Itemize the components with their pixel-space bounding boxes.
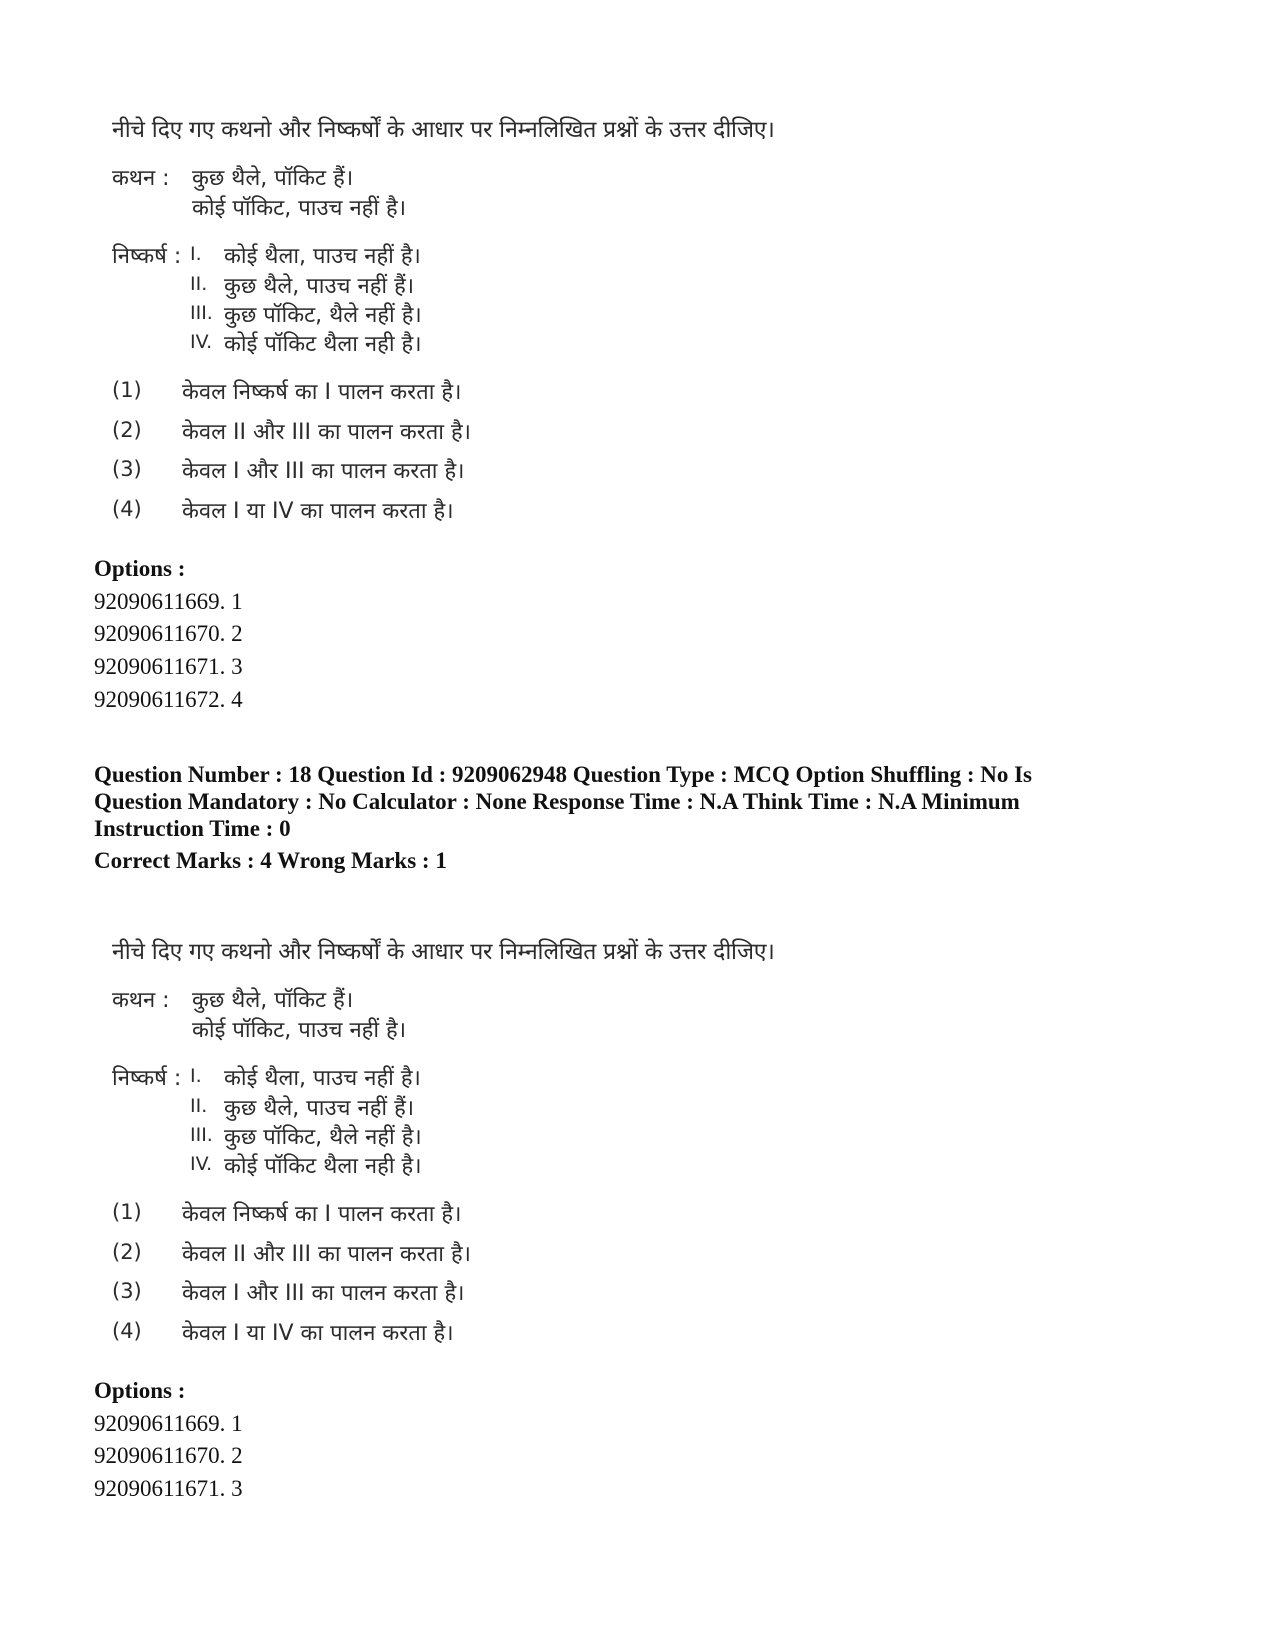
conclusion-text: कोई पॉकिट थैला नही है। xyxy=(224,332,422,357)
answer-number: (1) xyxy=(112,378,142,402)
conclusion-text: कोई थैला, पाउच नहीं है। xyxy=(224,244,421,269)
answer-text: केवल II और III का पालन करता है। xyxy=(182,420,472,445)
conclusion-number: IV. xyxy=(190,1153,213,1175)
option-item: 92090611670. 2 xyxy=(94,621,243,646)
answer-number: (4) xyxy=(112,497,142,521)
answer-number: (2) xyxy=(112,1240,142,1264)
question-marks: Correct Marks : 4 Wrong Marks : 1 xyxy=(94,848,447,873)
conclusion-text: कोई थैला, पाउच नहीं है। xyxy=(224,1066,421,1091)
conclusion-number: I. xyxy=(190,1065,202,1087)
statement-label: कथन : xyxy=(112,166,170,191)
conclusion-number: III. xyxy=(190,1124,213,1146)
answer-text: केवल I और III का पालन करता है। xyxy=(182,1281,465,1306)
conclusion-number: IV. xyxy=(190,331,213,353)
answer-text: केवल निष्कर्ष का I पालन करता है। xyxy=(182,1202,462,1227)
question-instruction: नीचे दिए गए कथनो और निष्कर्षों के आधार पर निम्नलिखित प्रश्नों के उत्तर दीजिए। xyxy=(112,117,775,143)
question-image-2 xyxy=(112,932,832,1352)
question-image-1 xyxy=(112,110,832,530)
statement-line: कोई पॉकिट, पाउच नहीं है। xyxy=(192,1018,407,1043)
answer-number: (1) xyxy=(112,1200,142,1224)
answer-number: (3) xyxy=(112,457,142,481)
conclusion-text: कुछ थैले, पाउच नहीं हैं। xyxy=(224,274,415,299)
option-item: 92090611671. 3 xyxy=(94,1476,243,1501)
conclusion-number: I. xyxy=(190,243,202,265)
conclusion-label: निष्कर्ष : xyxy=(112,1066,182,1091)
answer-text: केवल I और III का पालन करता है। xyxy=(182,459,465,484)
statement-label: कथन : xyxy=(112,988,170,1013)
option-item: 92090611669. 1 xyxy=(94,1411,243,1436)
answer-text: केवल I या IV का पालन करता है। xyxy=(182,1321,454,1346)
conclusion-text: कुछ पॉकिट, थैले नहीं है। xyxy=(224,1125,422,1150)
answer-number: (2) xyxy=(112,418,142,442)
conclusion-text: कुछ थैले, पाउच नहीं हैं। xyxy=(224,1096,415,1121)
options-heading: Options : xyxy=(94,1378,186,1403)
conclusion-text: कुछ पॉकिट, थैले नहीं है। xyxy=(224,303,422,328)
option-item: 92090611670. 2 xyxy=(94,1443,243,1468)
conclusion-label: निष्कर्ष : xyxy=(112,244,182,269)
answer-text: केवल I या IV का पालन करता है। xyxy=(182,499,454,524)
answer-number: (4) xyxy=(112,1319,142,1343)
statement-line: कोई पॉकिट, पाउच नहीं है। xyxy=(192,196,407,221)
statement-line: कुछ थैले, पॉकिट हैं। xyxy=(192,166,354,191)
conclusion-number: II. xyxy=(190,273,208,295)
statement-line: कुछ थैले, पॉकिट हैं। xyxy=(192,988,354,1013)
answer-text: केवल II और III का पालन करता है। xyxy=(182,1242,472,1267)
option-item: 92090611672. 4 xyxy=(94,687,243,712)
option-item: 92090611671. 3 xyxy=(94,654,243,679)
question-meta-header: Question Number : 18 Question Id : 9209062948 Question Type : MCQ Option Shuffling : No Is Question Mandatory : No Calculator : None Response Time : N.A Think Time : N.A Minimum Instruction Time : 0 xyxy=(94,762,1033,841)
answer-text: केवल निष्कर्ष का I पालन करता है। xyxy=(182,380,462,405)
question-instruction: नीचे दिए गए कथनो और निष्कर्षों के आधार पर निम्नलिखित प्रश्नों के उत्तर दीजिए। xyxy=(112,939,775,965)
answer-number: (3) xyxy=(112,1279,142,1303)
options-heading: Options : xyxy=(94,556,186,581)
option-item: 92090611669. 1 xyxy=(94,589,243,614)
conclusion-number: II. xyxy=(190,1095,208,1117)
conclusion-text: कोई पॉकिट थैला नही है। xyxy=(224,1154,422,1179)
conclusion-number: III. xyxy=(190,302,213,324)
